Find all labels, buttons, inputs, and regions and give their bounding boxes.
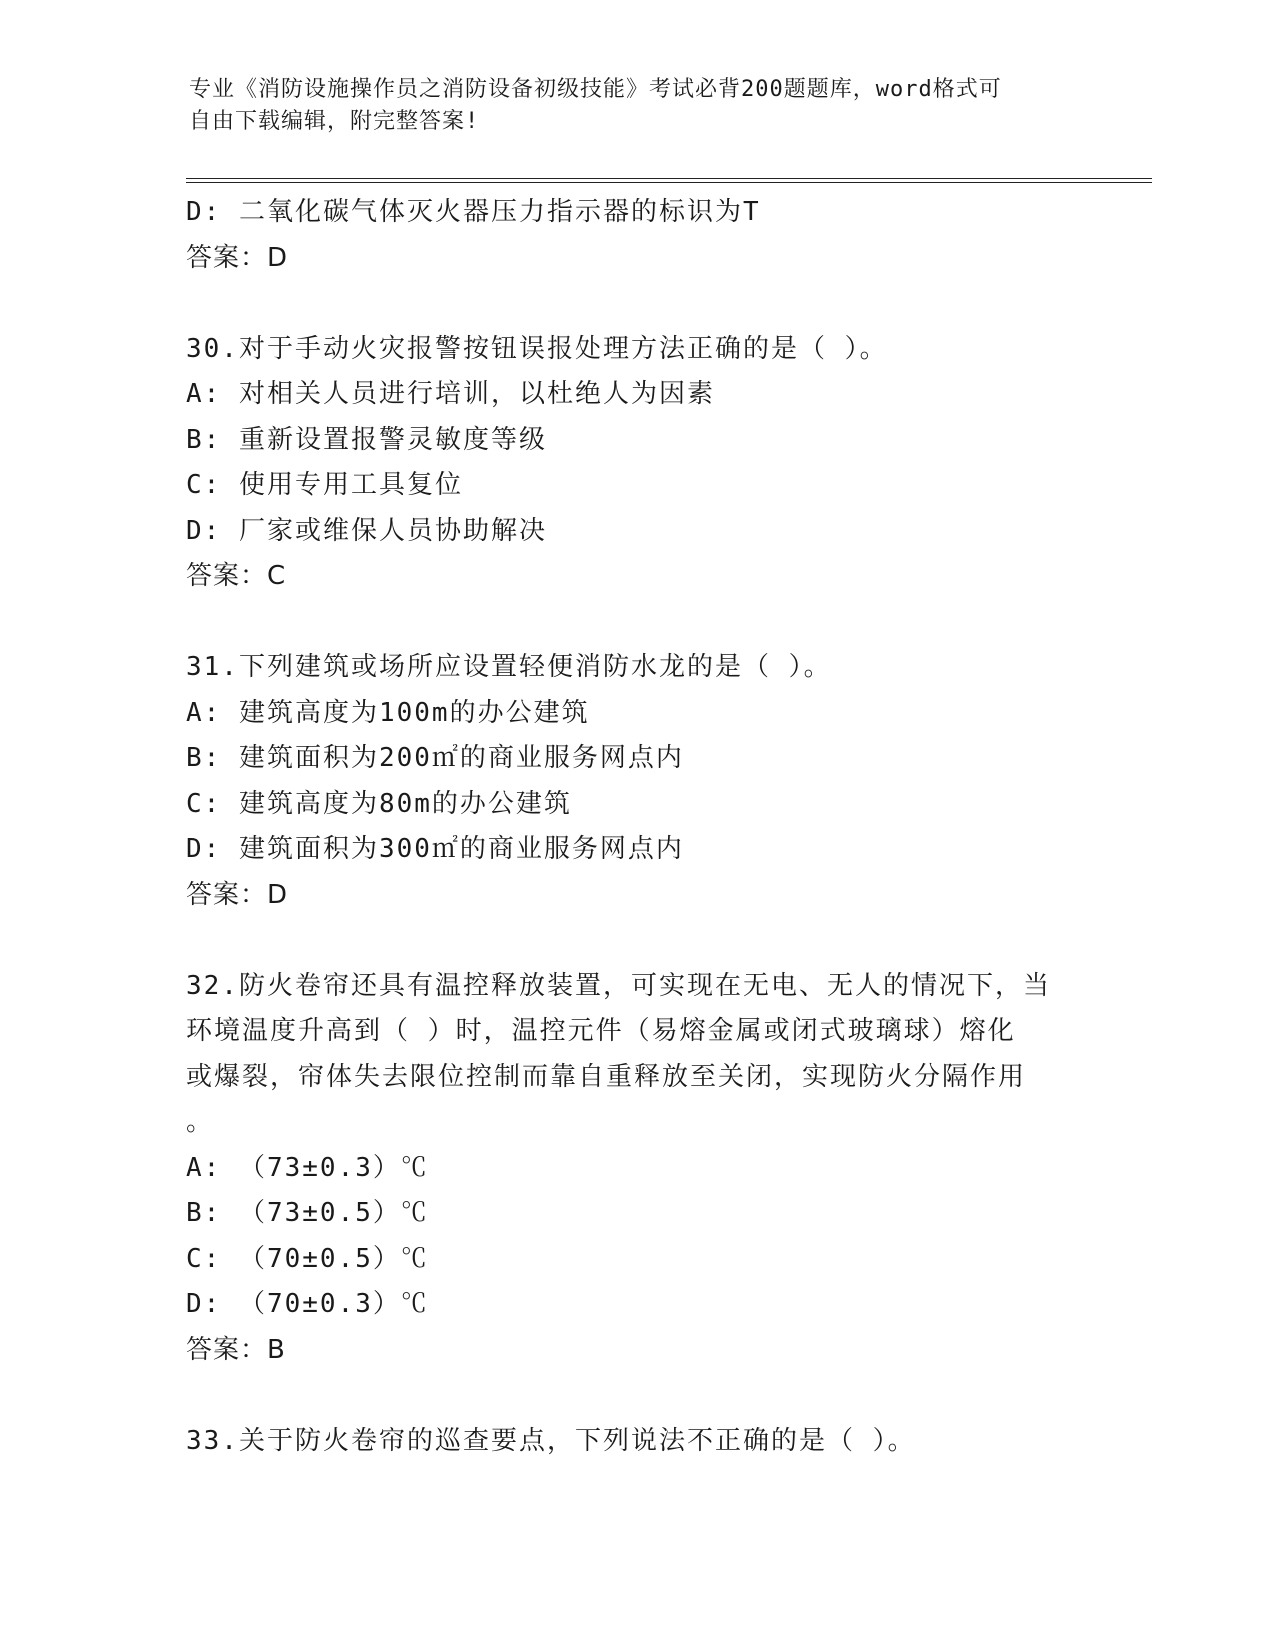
question-stem: 31.下列建筑或场所应设置轻便消防水龙的是（ ）。 <box>186 652 832 682</box>
option-c: C: 使用专用工具复位 <box>186 470 463 500</box>
option-b: B: 建筑面积为200㎡的商业服务网点内 <box>186 743 684 773</box>
option-a: A: 对相关人员进行培训，以杜绝人为因素 <box>186 379 715 409</box>
question-stem-line-3: 或爆裂，帘体失去限位控制而靠自重释放至关闭，实现防火分隔作用 <box>186 1061 1027 1092</box>
question-stem-line-2: 环境温度升高到（ ）时，温控元件（易熔金属或闭式玻璃球）熔化 <box>186 1016 1016 1046</box>
option-c: C: 建筑高度为80m的办公建筑 <box>186 788 572 819</box>
question-stem: 30.对于手动火灾报警按钮误报处理方法正确的是（ ）。 <box>186 333 888 364</box>
question-stem: 33.关于防火卷帘的巡查要点，下列说法不正确的是（ ）。 <box>186 1425 916 1456</box>
header-line-1: 专业《消防设施操作员之消防设备初级技能》考试必背200题题库，word格式可 <box>189 77 1002 102</box>
document-header <box>189 74 1089 138</box>
spacer <box>186 918 1086 964</box>
question-31 <box>186 645 1086 918</box>
answer-line: 答案：D <box>186 879 289 910</box>
option-b: B: （73±0.5）℃ <box>186 1198 429 1228</box>
option-d: D: （70±0.3）℃ <box>186 1289 429 1319</box>
answer-line: 答案：B <box>186 1334 286 1365</box>
option-c: C: （70±0.5）℃ <box>186 1243 429 1274</box>
option-a: A: 建筑高度为100m的办公建筑 <box>186 697 590 728</box>
spacer <box>186 1373 1086 1419</box>
question-list <box>186 190 1086 1464</box>
spacer <box>186 281 1086 327</box>
question-32 <box>186 964 1086 1374</box>
question-stem-line-1: 32.防火卷帘还具有温控释放装置，可实现在无电、无人的情况下，当 <box>186 970 1051 1001</box>
option-d: D: 建筑面积为300㎡的商业服务网点内 <box>186 834 684 864</box>
question-stem-line-4: 。 <box>186 1107 215 1137</box>
header-line-2: 自由下载编辑，附完整答案! <box>189 109 480 134</box>
option-a: A: （73±0.3）℃ <box>186 1152 429 1183</box>
answer-line: 答案：D <box>186 242 289 273</box>
answer-line: 答案：C <box>186 561 287 591</box>
header-divider-bottom <box>186 182 1152 183</box>
option-b: B: 重新设置报警灵敏度等级 <box>186 424 547 455</box>
option-d: D: 厂家或维保人员协助解决 <box>186 515 547 546</box>
spacer <box>186 600 1086 646</box>
option-line: D: 二氧化碳气体灭火器压力指示器的标识为T <box>186 197 761 227</box>
question-33 <box>186 1419 1086 1465</box>
header-divider-top <box>186 178 1152 179</box>
question-30 <box>186 327 1086 600</box>
